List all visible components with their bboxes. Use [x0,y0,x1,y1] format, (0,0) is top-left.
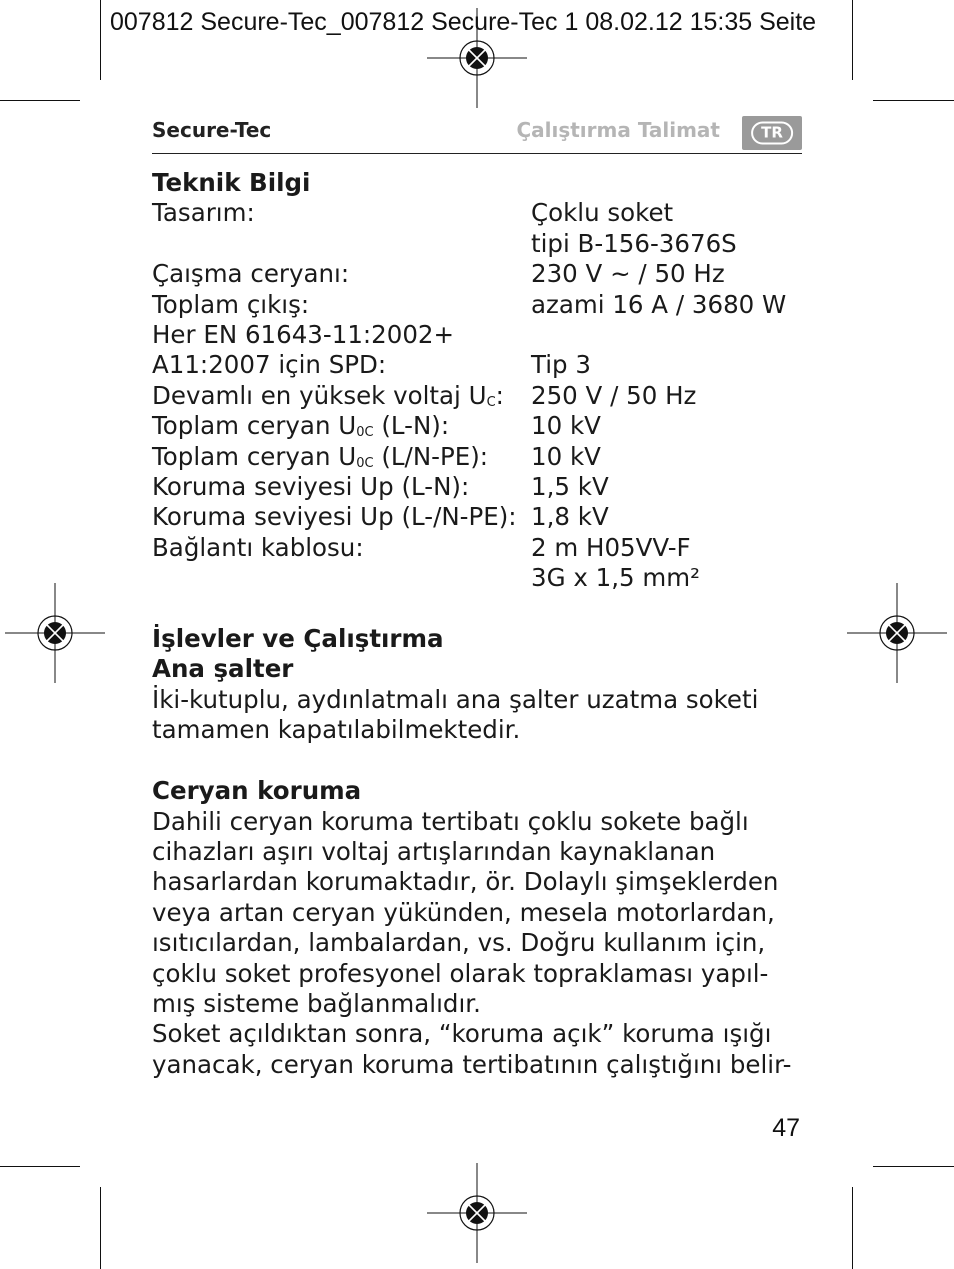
crop-mark [852,0,853,80]
spec-row [152,411,812,441]
spec-label-text: Koruma seviyesi Up (L-/N-PE): [152,502,517,532]
spec-value: 1,5 kV [531,472,609,502]
section-title-technical: Teknik Bilgi [152,168,311,197]
spec-row [152,502,812,532]
spec-label-text: Toplam ceryan U [152,441,357,471]
paragraph-line: çoklu soket profesyonel olarak topraklaması yapıl- [152,958,769,988]
spec-label-text: Devamlı en yüksek voltaj U [152,380,487,410]
surge-protection-text [152,807,812,1081]
spec-value: 230 V ~ / 50 Hz [531,259,725,289]
paragraph-line: veya artan ceryan yükünden, mesela motorlardan, [152,897,775,927]
crop-mark [873,100,954,101]
spec-row [152,290,812,320]
spec-label [152,381,531,411]
crop-mark [0,1166,80,1167]
spec-row [152,229,812,259]
paragraph-line: hasarlardan korumaktadır, ör. Dolaylı şimşeklerden [152,867,779,897]
spacer [152,594,812,624]
spec-label-text: Her EN 61643-11:2002+ [152,320,455,350]
registration-mark-icon [847,583,947,683]
spec-value: tipi B-156-3676S [531,228,737,258]
page-content [152,168,812,1080]
spec-label [152,563,531,593]
spec-value: Çoklu soket [531,198,674,228]
paragraph-line: İki-kutuplu, aydınlatmalı ana şalter uzatma soketi [152,684,759,714]
spec-table [152,198,812,593]
page-number: 47 [772,1114,800,1142]
paragraph-line: ısıtıcılardan, lambalardan, vs. Doğru kullanım için, [152,928,766,958]
crop-mark [873,1166,954,1167]
spec-label [152,259,531,289]
spec-row [152,563,812,593]
spec-value: 3G x 1,5 mm² [531,563,700,593]
spec-row [152,320,812,350]
spec-value: 2 m H05VV-F [531,532,691,562]
document-type: Çalıştırma Talimat [516,118,720,142]
paragraph-line: yanacak, ceryan koruma tertibatının çalıştığını belir- [152,1049,792,1079]
running-header [152,116,802,154]
spec-value [531,320,539,350]
main-switch-text [152,685,812,746]
spec-label [152,320,531,350]
spec-label-suffix: : [495,380,504,410]
spec-label-text: Tasarım: [152,198,255,228]
spec-label-text: Toplam çıkış: [152,289,310,319]
section-title-functions: İşlevler ve Çalıştırma [152,624,444,654]
spec-value: 10 kV [531,411,601,441]
spec-row [152,350,812,380]
subsection-title-surge-protection: Ceryan koruma [152,776,362,806]
spec-label [152,502,531,532]
paragraph-line: Dahili ceryan koruma tertibatı çoklu sokete bağlı [152,806,749,836]
spec-row [152,381,812,411]
crop-mark [852,1187,853,1269]
spec-label [152,350,531,380]
spec-label-subscript: 0C [356,425,374,441]
registration-mark-icon [427,1163,527,1263]
registration-mark-icon [427,8,527,108]
spec-value: azami 16 A / 3680 W [531,289,787,319]
spec-label-text: A11:2007 için SPD: [152,350,387,380]
paragraph-line: cihazları aşırı voltaj artışlarından kaynaklanan [152,836,716,866]
spec-row [152,442,812,472]
spec-value: 1,8 kV [531,502,609,532]
spec-row [152,533,812,563]
spec-label-subscript: 0C [356,455,374,471]
spec-row [152,472,812,502]
spec-label [152,533,531,563]
crop-mark [0,100,80,101]
spec-row [152,198,812,228]
spec-row [152,259,812,289]
spec-label-text: Koruma seviyesi Up (L-N): [152,472,470,502]
print-slug: 007812 Secure-Tec_007812 Secure-Tec 1 08.02.12 15:35 Seite [110,8,817,36]
spec-label [152,411,531,441]
spec-value: 10 kV [531,441,601,471]
spec-label [152,229,531,259]
registration-mark-icon [5,583,105,683]
crop-mark [100,0,101,80]
spec-label [152,472,531,502]
crop-mark [100,1187,101,1269]
spec-label [152,442,531,472]
paragraph-line: mış sisteme bağlanmalıdır. [152,988,481,1018]
paragraph-line: Soket açıldıktan sonra, “koruma açık” koruma ışığı [152,1019,772,1049]
spec-label-text: Bağlantı kablosu: [152,532,364,562]
spec-label [152,290,531,320]
subsection-title-main-switch: Ana şalter [152,654,294,684]
language-badge [742,116,802,150]
spacer [152,746,812,776]
language-badge-label: TR [751,122,793,145]
spec-label-suffix: (L/N-PE): [373,441,489,471]
spec-value: Tip 3 [531,350,591,380]
spec-label-text: Çaışma ceryanı: [152,259,350,289]
spec-label-text: Toplam ceryan U [152,411,357,441]
spec-label-subscript: C [486,394,496,410]
paragraph-line: tamamen kapatılabilmektedir. [152,715,521,745]
spec-label [152,198,531,228]
brand-name: Secure-Tec [152,118,272,142]
spec-label-suffix: (L-N): [373,411,450,441]
spec-value: 250 V / 50 Hz [531,380,697,410]
